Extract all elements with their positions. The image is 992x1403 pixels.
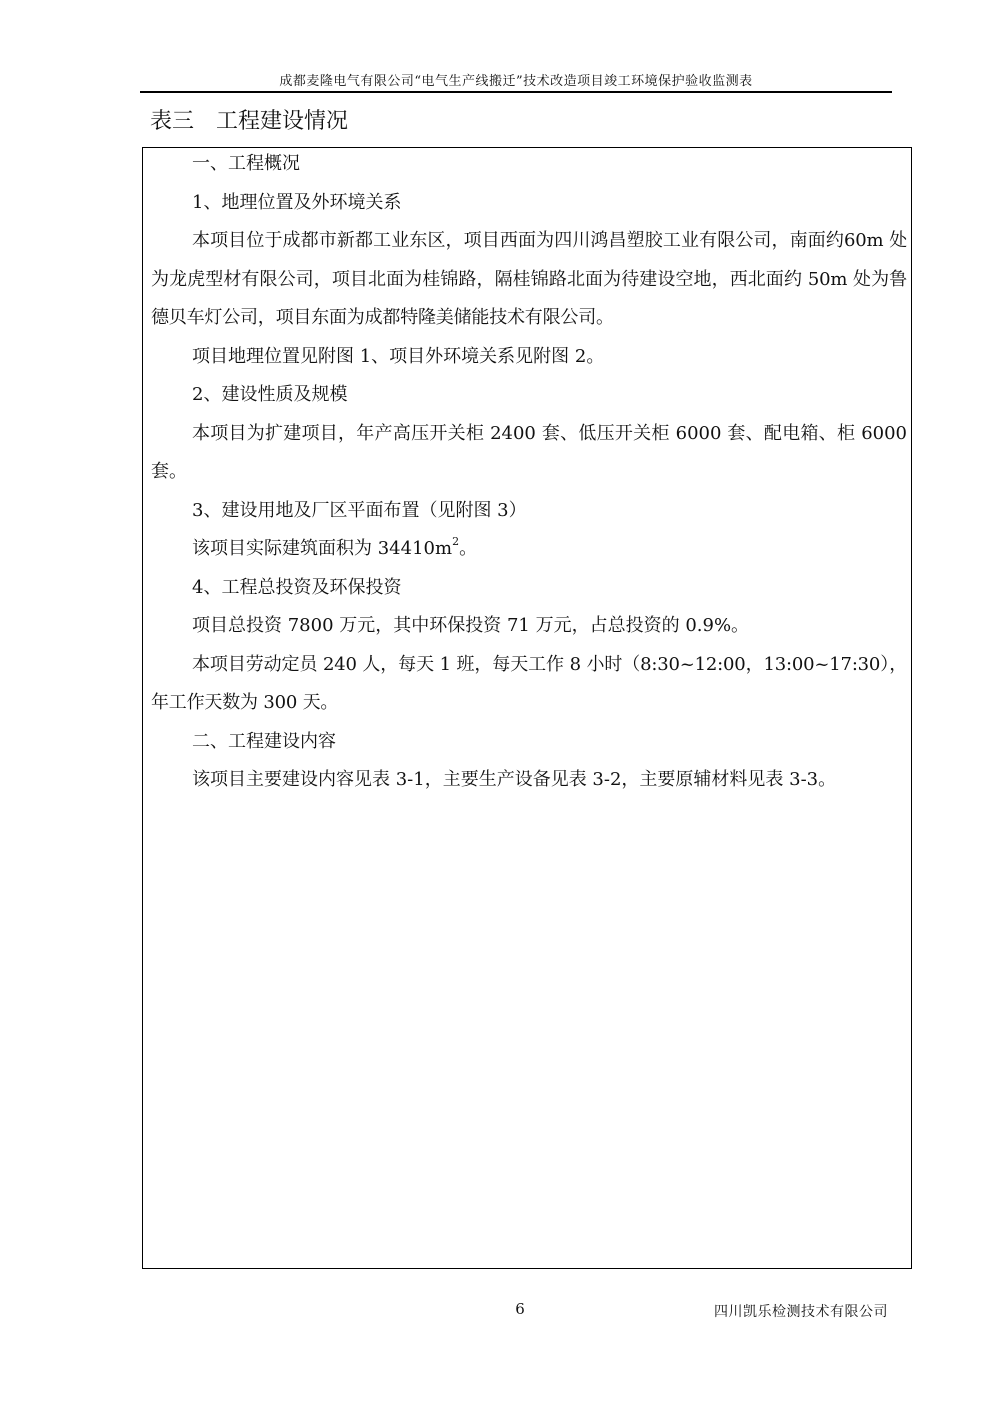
subheading-investment: 4、工程总投资及环保投资	[192, 576, 402, 598]
paragraph-staffing: 本项目劳动定员 240 人，每天 1 班，每天工作 8 小时（8:30~12:00，13:00~17:30），年工作天数为 300 天。	[151, 653, 907, 713]
header-divider	[140, 91, 892, 93]
table-title	[150, 104, 348, 135]
paragraph-location-figures: 项目地理位置见附图 1、项目外环境关系见附图 2。	[192, 345, 605, 367]
document-header-title: 成都麦隆电气有限公司“电气生产线搬迁”技术改造项目竣工环境保护验收监测表	[279, 74, 753, 89]
page-number: 6	[515, 1300, 525, 1318]
content-body	[151, 145, 907, 800]
paragraph-investment: 项目总投资 7800 万元，其中环保投资 71 万元，占总投资的 0.9%。	[192, 615, 750, 636]
paragraph-location: 本项目位于成都市新都工业东区，项目西面为四川鸿昌塑胶工业有限公司，南面约60m 处为龙虎型材有限公司，项目北面为桂锦路，隔桂锦路北面为待建设空地，西北面约 50m 处为鲁德贝车灯公司，项目东面为成都特隆美储能技术有限公司。	[151, 230, 907, 328]
subheading-land-layout: 3、建设用地及厂区平面布置（见附图 3）	[192, 499, 527, 521]
building-area-suffix: 。	[459, 538, 478, 559]
table-number: 表三	[150, 109, 195, 134]
paragraph-building-area	[151, 530, 907, 569]
building-area-text: 该项目实际建筑面积为 34410m	[192, 538, 453, 559]
footer-company-name: 四川凯乐检测技术有限公司	[714, 1304, 888, 1320]
paragraph-nature-scale: 本项目为扩建项目，年产高压开关柜 2400 套、低压开关柜 6000 套、配电箱、柜 6000 套。	[151, 422, 907, 482]
superscript-2: 2	[452, 535, 460, 548]
section-heading-overview: 一、工程概况	[192, 153, 300, 174]
table-title-text: 工程建设情况	[216, 109, 349, 134]
subheading-location: 1、地理位置及外环境关系	[192, 191, 402, 213]
paragraph-construction-content: 该项目主要建设内容见表 3-1，主要生产设备见表 3-2，主要原辅材料见表 3-3。	[192, 769, 837, 790]
subheading-nature-scale: 2、建设性质及规模	[192, 384, 348, 405]
section-heading-construction: 二、工程建设内容	[192, 730, 336, 752]
